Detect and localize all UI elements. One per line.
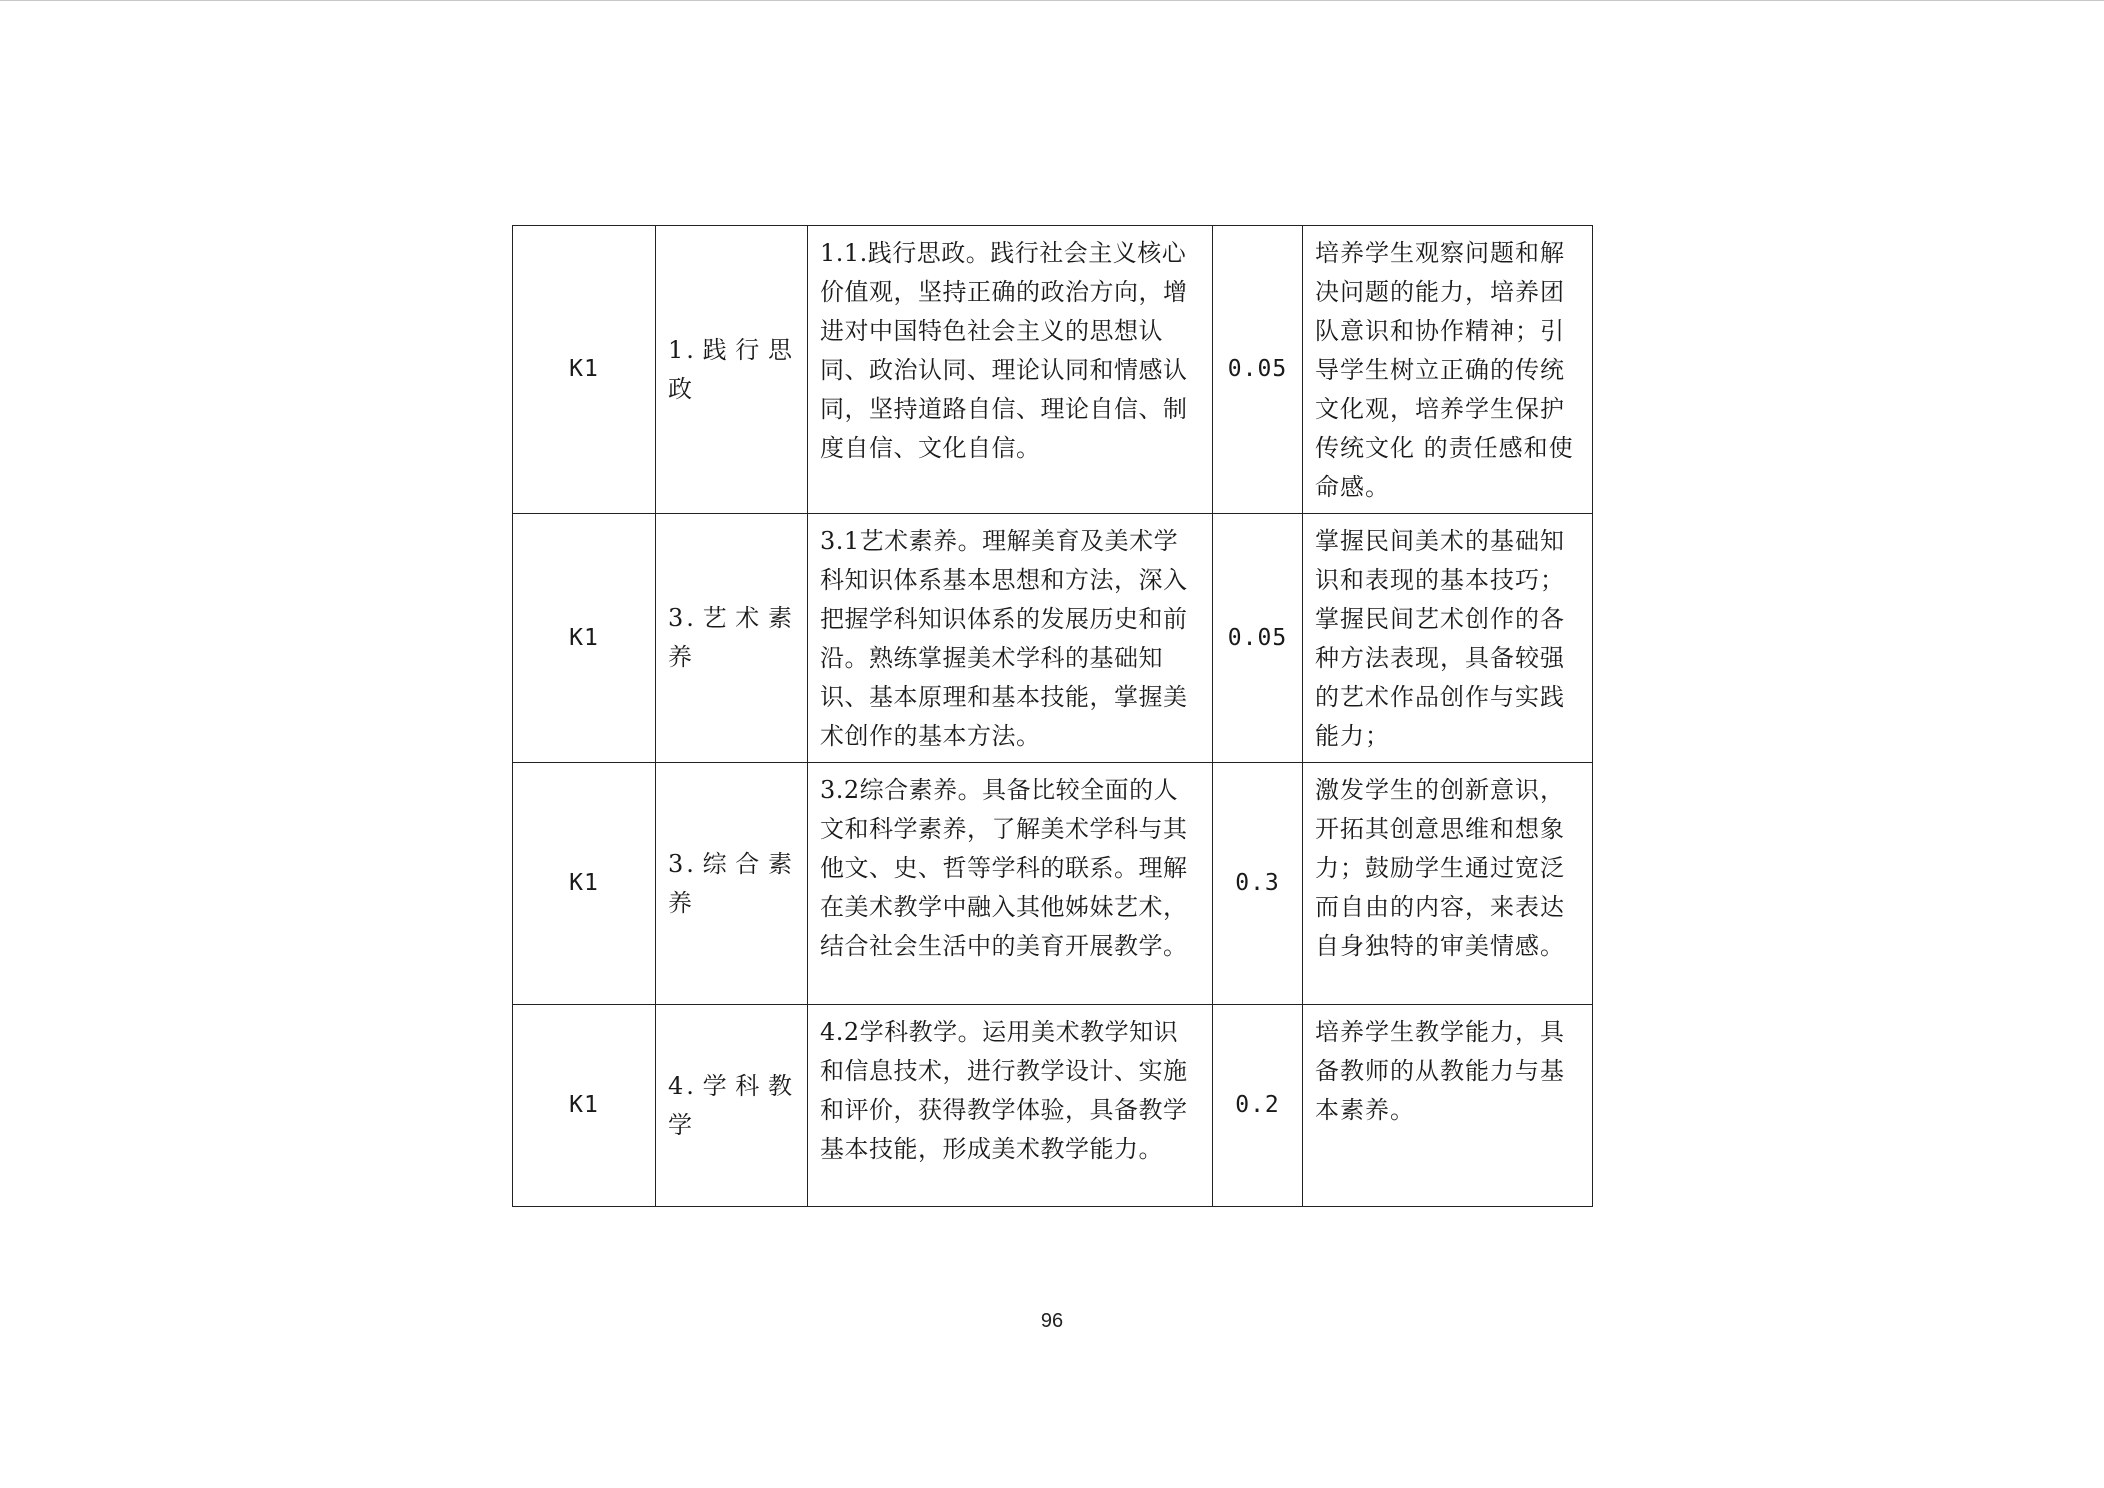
- support-weight: 0.2: [1213, 1005, 1303, 1207]
- course-objectives-table: [512, 225, 1593, 1207]
- support-weight: 0.05: [1213, 226, 1303, 514]
- requirement-indicator: 3.2综合素养。具备比较全面的人文和科学素养，了解美术学科与其他文、史、哲等学科的联系。理解在美术教学中融入其他姊妹艺术，结合社会生活中的美育开展教学。: [808, 763, 1213, 1005]
- course-goal: 培养学生观察问题和解决问题的能力，培养团队意识和协作精神；引导学生树立正确的传统文化观，培养学生保护传统文化 的责任感和使命感。: [1303, 226, 1593, 514]
- course-goal: 培养学生教学能力，具备教师的从教能力与基本素养。: [1303, 1005, 1593, 1207]
- page-top-border: [0, 0, 2104, 1]
- support-weight: 0.05: [1213, 514, 1303, 763]
- graduation-requirement: 3.艺术素养: [656, 514, 808, 763]
- table-row: [513, 1005, 1593, 1207]
- table-row: [513, 763, 1593, 1005]
- table-row: [513, 514, 1593, 763]
- graduation-requirement: 4.学科教学: [656, 1005, 808, 1207]
- objective-code: K1: [513, 226, 656, 514]
- objective-code: K1: [513, 1005, 656, 1207]
- graduation-requirement: 3.综合素养: [656, 763, 808, 1005]
- course-goal: 掌握民间美术的基础知识和表现的基本技巧；掌握民间艺术创作的各种方法表现，具备较强的艺术作品创作与实践能力；: [1303, 514, 1593, 763]
- graduation-requirement: 1.践行思政: [656, 226, 808, 514]
- support-weight: 0.3: [1213, 763, 1303, 1005]
- objective-code: K1: [513, 763, 656, 1005]
- course-goal: 激发学生的创新意识，开拓其创意思维和想象力；鼓励学生通过宽泛而自由的内容，来表达自身独特的审美情感。: [1303, 763, 1593, 1005]
- requirement-indicator: 3.1艺术素养。理解美育及美术学科知识体系基本思想和方法，深入把握学科知识体系的发展历史和前沿。熟练掌握美术学科的基础知识、基本原理和基本技能，掌握美术创作的基本方法。: [808, 514, 1213, 763]
- requirement-indicator: 4.2学科教学。运用美术教学知识和信息技术，进行教学设计、实施和评价，获得教学体验，具备教学基本技能，形成美术教学能力。: [808, 1005, 1213, 1207]
- requirement-indicator: 1.1.践行思政。践行社会主义核心价值观，坚持正确的政治方向，增进对中国特色社会主义的思想认同、政治认同、理论认同和情感认同，坚持道路自信、理论自信、制度自信、文化自信。: [808, 226, 1213, 514]
- page-number: 96: [1040, 1310, 1064, 1332]
- objective-code: K1: [513, 514, 656, 763]
- table-row: [513, 226, 1593, 514]
